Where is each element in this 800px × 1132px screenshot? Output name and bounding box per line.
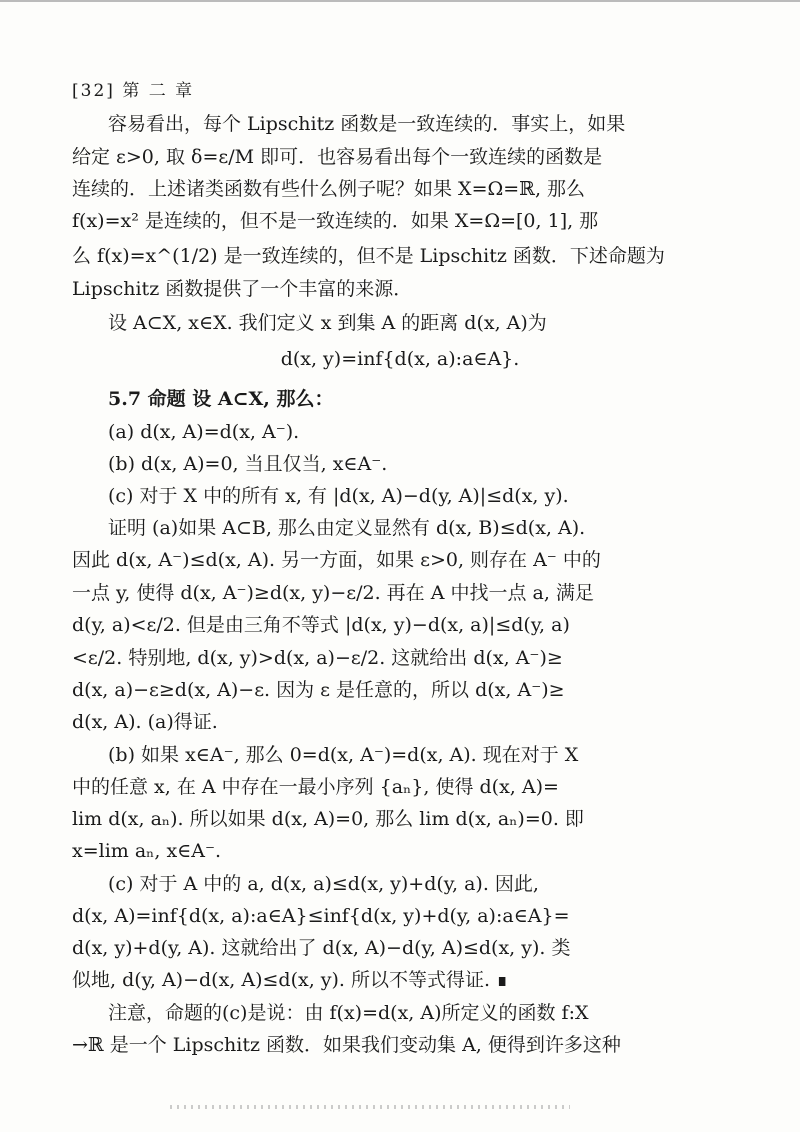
- text-line: f(x)=x² 是连续的，但不是一致连续的．如果 X=Ω=[0, 1], 那: [72, 210, 599, 232]
- definition-line: 设 A⊂X, x∈X. 我们定义 x 到集 A 的距离 d(x, A)为: [108, 312, 547, 334]
- display-formula: d(x, y)=inf{d(x, a):a∈A}.: [280, 348, 520, 370]
- text-line: 连续的．上述诸类函数有些什么例子呢？如果 X=Ω=ℝ, 那么: [72, 178, 586, 200]
- proposition-heading: 5.7 命题 设 A⊂X, 那么：: [108, 388, 334, 410]
- text-line: 给定 ε>0, 取 δ=ε/M 即可．也容易看出每个一致连续的函数是: [72, 146, 603, 168]
- proposition-item-c: (c) 对于 X 中的所有 x, 有 |d(x, A)−d(y, A)|≤d(x, y).: [108, 485, 569, 507]
- page-header: [72, 76, 194, 101]
- proof-heading-line: 证明 (a)如果 A⊂B, 那么由定义显然有 d(x, B)≤d(x, A).: [108, 517, 586, 539]
- text-line: d(x, A). (a)得证.: [72, 711, 218, 733]
- text-line: 中的任意 x, 在 A 中存在一最小序列 {aₙ}, 使得 d(x, A)=: [72, 776, 559, 798]
- text-line: <ε/2. 特别地, d(x, y)>d(x, a)−ε/2. 这就给出 d(x, A⁻)≥: [72, 647, 563, 669]
- text-line: 一点 y, 使得 d(x, A⁻)≥d(x, y)−ε/2. 再在 A 中找一点 a, 满足: [72, 582, 594, 604]
- proof-part-c: (c) 对于 A 中的 a, d(x, a)≤d(x, y)+d(y, a). 因此,: [108, 873, 539, 895]
- proposition-item-a: (a) d(x, A)=d(x, A⁻).: [108, 421, 300, 443]
- remark-line: 注意，命题的(c)是说：由 f(x)=d(x, A)所定义的函数 f:X: [108, 1002, 589, 1024]
- text-line: 因此 d(x, A⁻)≤d(x, A). 另一方面，如果 ε>0, 则存在 A⁻ 中的: [72, 549, 601, 571]
- scan-noise: [170, 1105, 570, 1109]
- text-line: 容易看出，每个 Lipschitz 函数是一致连续的．事实上，如果: [108, 113, 626, 135]
- text-line: Lipschitz 函数提供了一个丰富的来源．: [72, 278, 413, 300]
- text-line: lim d(x, aₙ). 所以如果 d(x, A)=0, 那么 lim d(x, aₙ)=0. 即: [72, 808, 584, 830]
- proposition-item-b: (b) d(x, A)=0, 当且仅当, x∈A⁻.: [108, 453, 388, 475]
- scan-top-edge: [0, 0, 800, 2]
- text-line: x=lim aₙ, x∈A⁻.: [72, 840, 222, 862]
- text-line: d(x, y)+d(y, A). 这就给出了 d(x, A)−d(y, A)≤d(x, y). 类: [72, 937, 571, 959]
- text-line: d(x, a)−ε≥d(x, A)−ε. 因为 ε 是任意的，所以 d(x, A⁻)≥: [72, 679, 565, 701]
- proof-part-b: (b) 如果 x∈A⁻, 那么 0=d(x, A⁻)=d(x, A). 现在对于 X: [108, 744, 579, 766]
- text-line: 似地, d(y, A)−d(x, A)≤d(x, y). 所以不等式得证. ∎: [72, 969, 509, 991]
- text-line: 么 f(x)=x^(1/2) 是一致连续的，但不是 Lipschitz 函数．下述命题为: [72, 245, 665, 267]
- chapter-title: 第 二 章: [122, 81, 195, 101]
- text-line: d(x, A)=inf{d(x, a):a∈A}≤inf{d(x, y)+d(y, a):a∈A}=: [72, 905, 570, 927]
- page-number: [32]: [72, 81, 115, 101]
- text-line: d(y, a)<ε/2. 但是由三角不等式 |d(x, y)−d(x, a)|≤d(y, a): [72, 614, 570, 636]
- text-line: →ℝ 是一个 Lipschitz 函数．如果我们变动集 A, 便得到许多这种: [72, 1034, 621, 1056]
